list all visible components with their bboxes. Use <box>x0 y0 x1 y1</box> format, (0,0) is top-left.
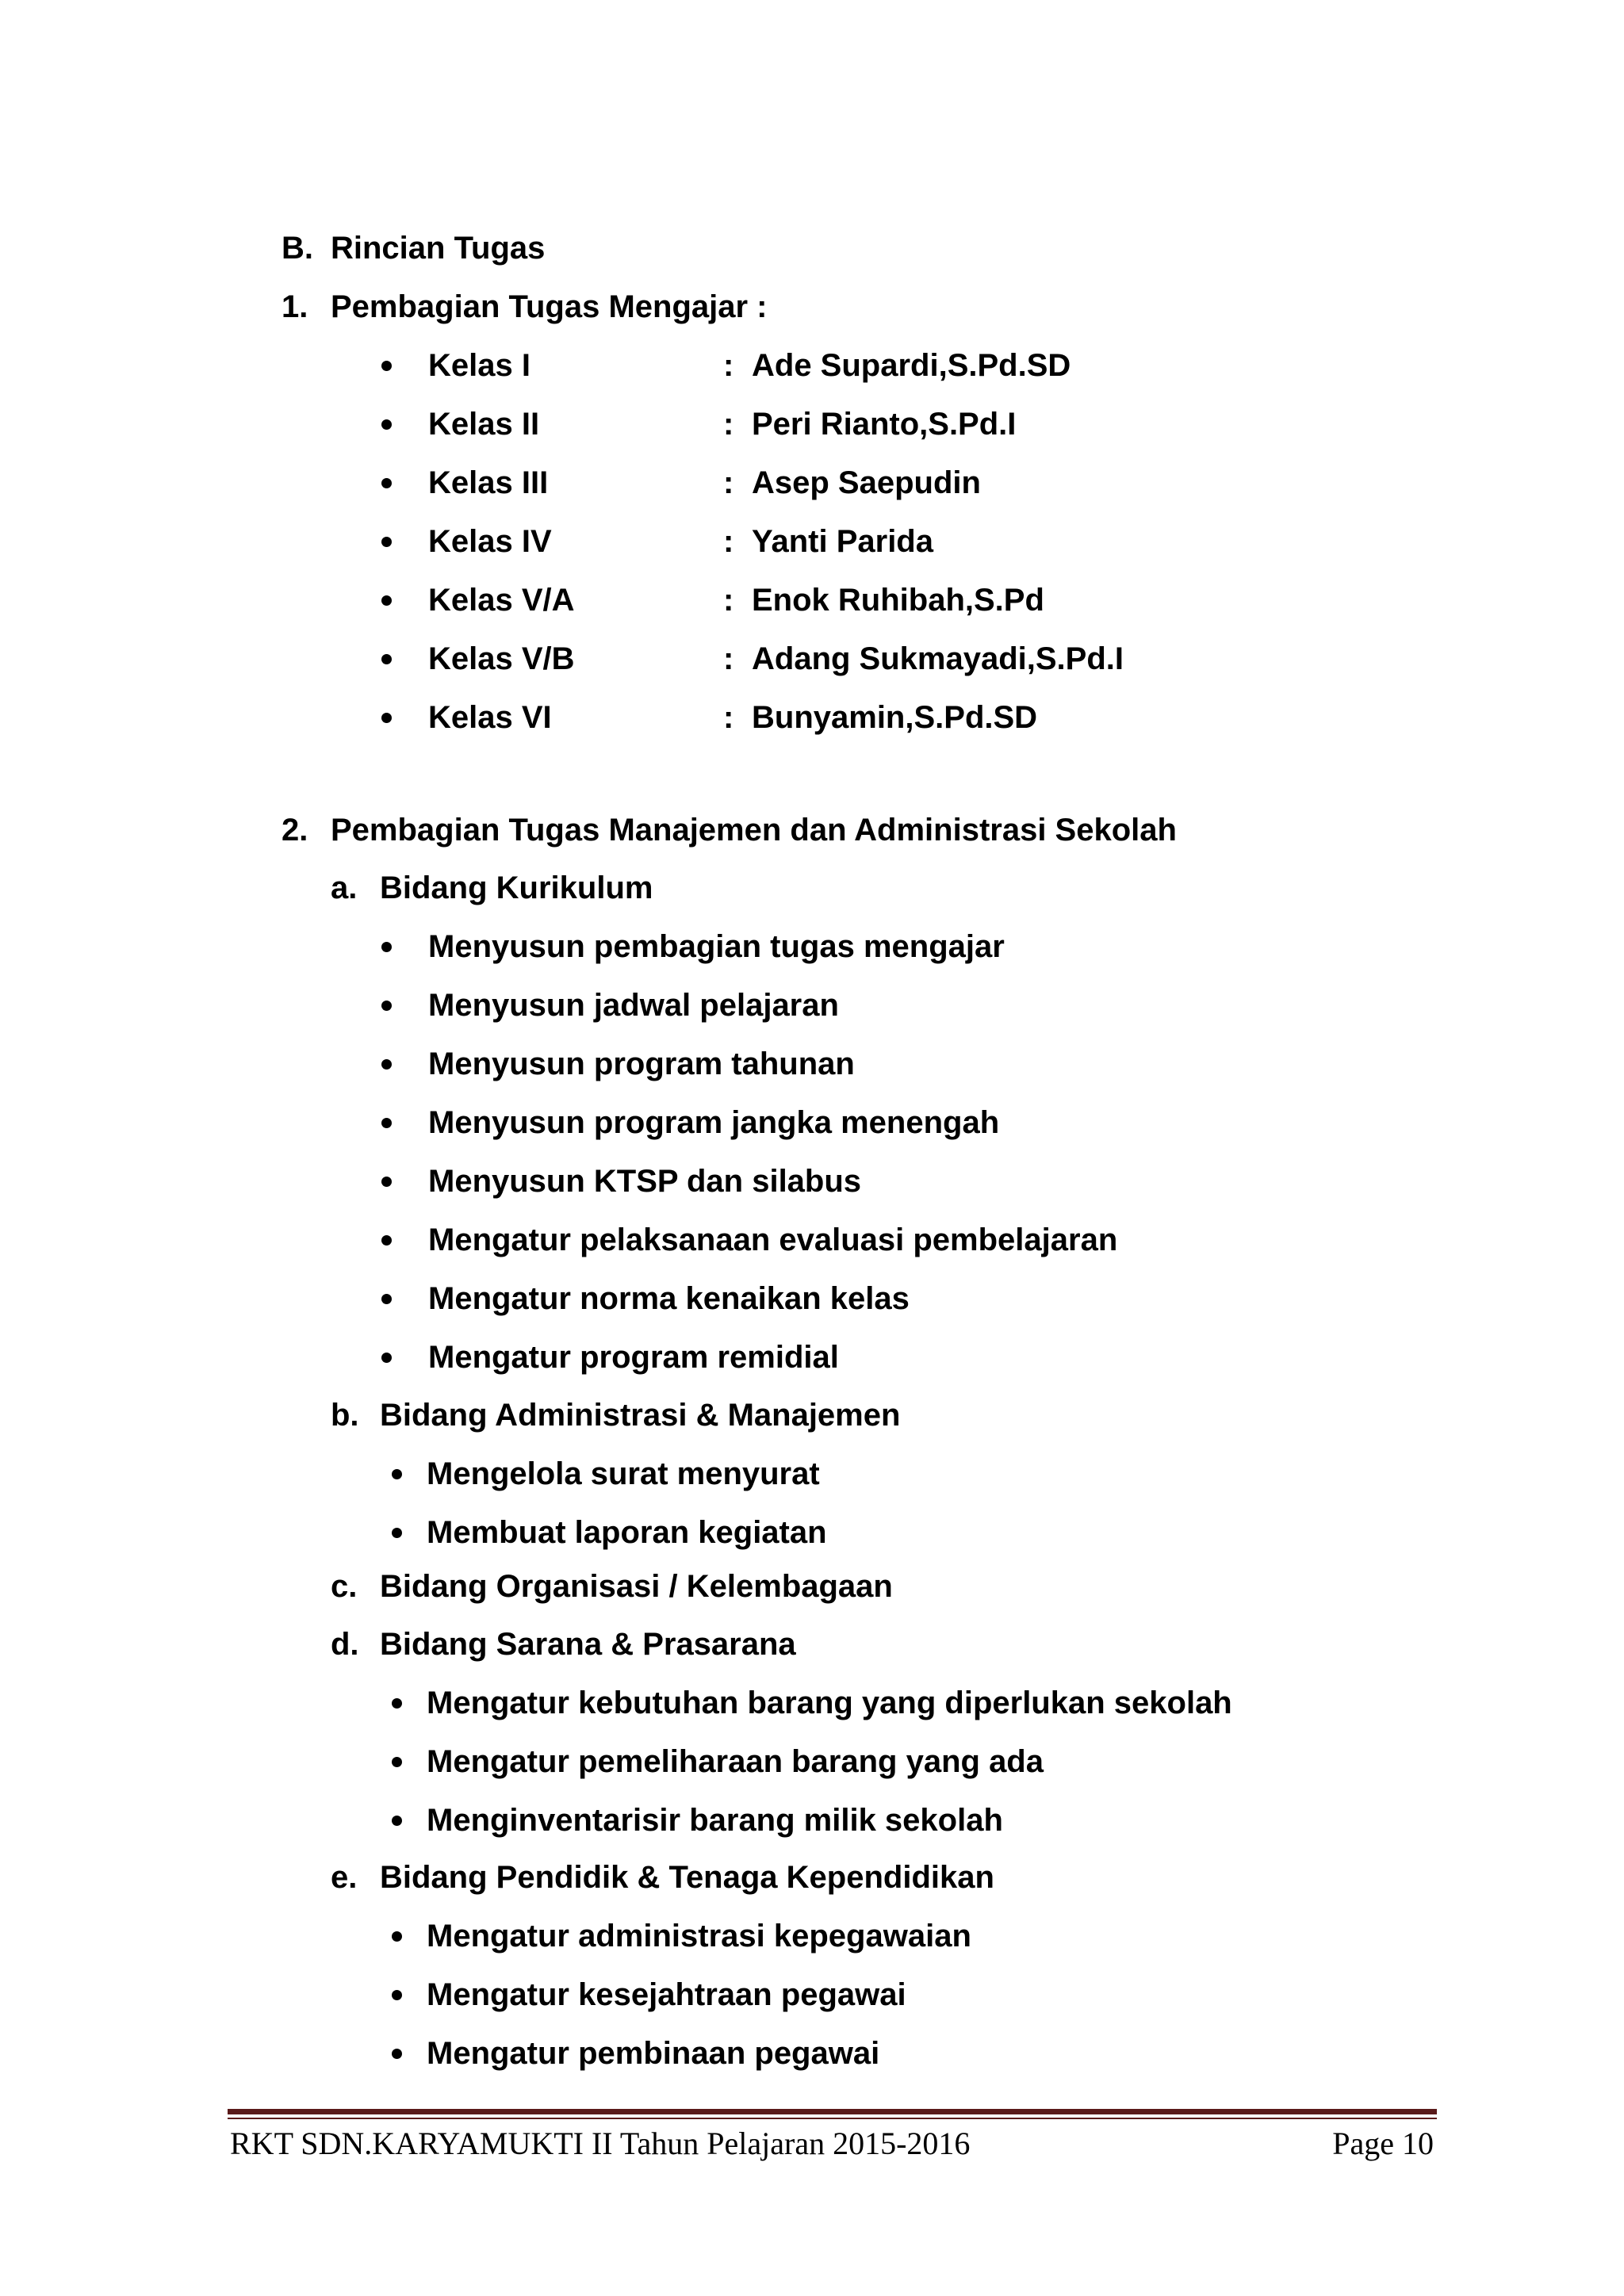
task-text: Menyusun jadwal pelajaran <box>428 988 839 1023</box>
class-label: Kelas VI <box>428 700 552 735</box>
bullet-icon <box>392 1698 402 1709</box>
field-marker: c. <box>331 1569 358 1604</box>
class-label: Kelas II <box>428 407 540 442</box>
task-text: Mengatur administrasi kepegawaian <box>427 1919 971 1954</box>
part2-marker: 2. <box>282 813 308 848</box>
bullet-icon <box>392 1931 402 1942</box>
class-separator: : <box>723 465 734 500</box>
class-separator: : <box>723 641 734 676</box>
section-title: Rincian Tugas <box>331 231 546 266</box>
task-text: Menyusun KTSP dan silabus <box>428 1164 862 1199</box>
bullet-icon <box>392 1990 402 2000</box>
class-separator: : <box>723 583 734 618</box>
task-text: Mengatur pemeliharaan barang yang ada <box>427 1744 1044 1779</box>
part2-title: Pembagian Tugas Manajemen dan Administrasi Sekolah <box>331 813 1177 848</box>
bullet-icon <box>392 2049 402 2059</box>
task-text: Mengatur kebutuhan barang yang diperlukan sekolah <box>427 1686 1232 1720</box>
part1-title: Pembagian Tugas Mengajar : <box>331 289 768 324</box>
footer-title: RKT SDN.KARYAMUKTI II Tahun Pelajaran 2015-2016 <box>230 2126 971 2161</box>
class-label: Kelas IV <box>428 524 552 559</box>
bullet-icon <box>392 1469 402 1479</box>
bullet-icon <box>381 1294 392 1304</box>
bullet-icon <box>392 1528 402 1538</box>
task-text: Mengatur pembinaan pegawai <box>427 2036 880 2071</box>
task-text: Mengatur kesejahtraan pegawai <box>427 1977 906 2012</box>
class-separator: : <box>723 407 734 442</box>
class-label: Kelas V/B <box>428 641 575 676</box>
class-teacher: Asep Saepudin <box>752 465 981 500</box>
bullet-icon <box>381 1177 392 1187</box>
field-title: Bidang Kurikulum <box>380 871 653 905</box>
bullet-icon <box>381 1235 392 1246</box>
field-marker: e. <box>331 1860 358 1895</box>
footer-rule-thick <box>228 2109 1437 2114</box>
field-marker: b. <box>331 1398 359 1433</box>
bullet-icon <box>381 942 392 952</box>
task-text: Menyusun pembagian tugas mengajar <box>428 929 1005 964</box>
class-teacher: Enok Ruhibah,S.Pd <box>752 583 1044 618</box>
bullet-icon <box>381 419 392 430</box>
bullet-icon <box>381 1118 392 1128</box>
class-teacher: Bunyamin,S.Pd.SD <box>752 700 1038 735</box>
class-teacher: Peri Rianto,S.Pd.I <box>752 407 1017 442</box>
class-separator: : <box>723 700 734 735</box>
bullet-icon <box>381 713 392 723</box>
field-marker: a. <box>331 871 358 905</box>
field-title: Bidang Sarana & Prasarana <box>380 1627 796 1662</box>
class-separator: : <box>723 524 734 559</box>
field-title: Bidang Organisasi / Kelembagaan <box>380 1569 893 1604</box>
task-text: Mengatur program remidial <box>428 1340 839 1375</box>
class-teacher: Adang Sukmayadi,S.Pd.I <box>752 641 1124 676</box>
bullet-icon <box>381 1353 392 1363</box>
bullet-icon <box>392 1757 402 1767</box>
task-text: Menginventarisir barang milik sekolah <box>427 1803 1003 1838</box>
task-text: Mengatur pelaksanaan evaluasi pembelajaran <box>428 1223 1118 1257</box>
task-text: Mengelola surat menyurat <box>427 1456 820 1491</box>
section-marker: B. <box>282 231 313 266</box>
field-marker: d. <box>331 1627 359 1662</box>
bullet-icon <box>392 1816 402 1826</box>
bullet-icon <box>381 478 392 488</box>
task-text: Membuat laporan kegiatan <box>427 1515 827 1550</box>
class-label: Kelas I <box>428 348 530 383</box>
bullet-icon <box>381 595 392 606</box>
bullet-icon <box>381 1001 392 1011</box>
task-text: Menyusun program tahunan <box>428 1047 855 1081</box>
bullet-icon <box>381 654 392 664</box>
bullet-icon <box>381 1059 392 1070</box>
class-teacher: Ade Supardi,S.Pd.SD <box>752 348 1071 383</box>
class-separator: : <box>723 348 734 383</box>
bullet-icon <box>381 537 392 547</box>
page-number: Page 10 <box>1332 2126 1434 2161</box>
task-text: Menyusun program jangka menengah <box>428 1105 1000 1140</box>
part1-marker: 1. <box>282 289 308 324</box>
task-text: Mengatur norma kenaikan kelas <box>428 1281 910 1316</box>
field-title: Bidang Administrasi & Manajemen <box>380 1398 901 1433</box>
bullet-icon <box>381 361 392 371</box>
class-label: Kelas III <box>428 465 549 500</box>
field-title: Bidang Pendidik & Tenaga Kependidikan <box>380 1860 994 1895</box>
class-label: Kelas V/A <box>428 583 575 618</box>
class-teacher: Yanti Parida <box>752 524 933 559</box>
footer-rule-thin <box>228 2118 1437 2119</box>
